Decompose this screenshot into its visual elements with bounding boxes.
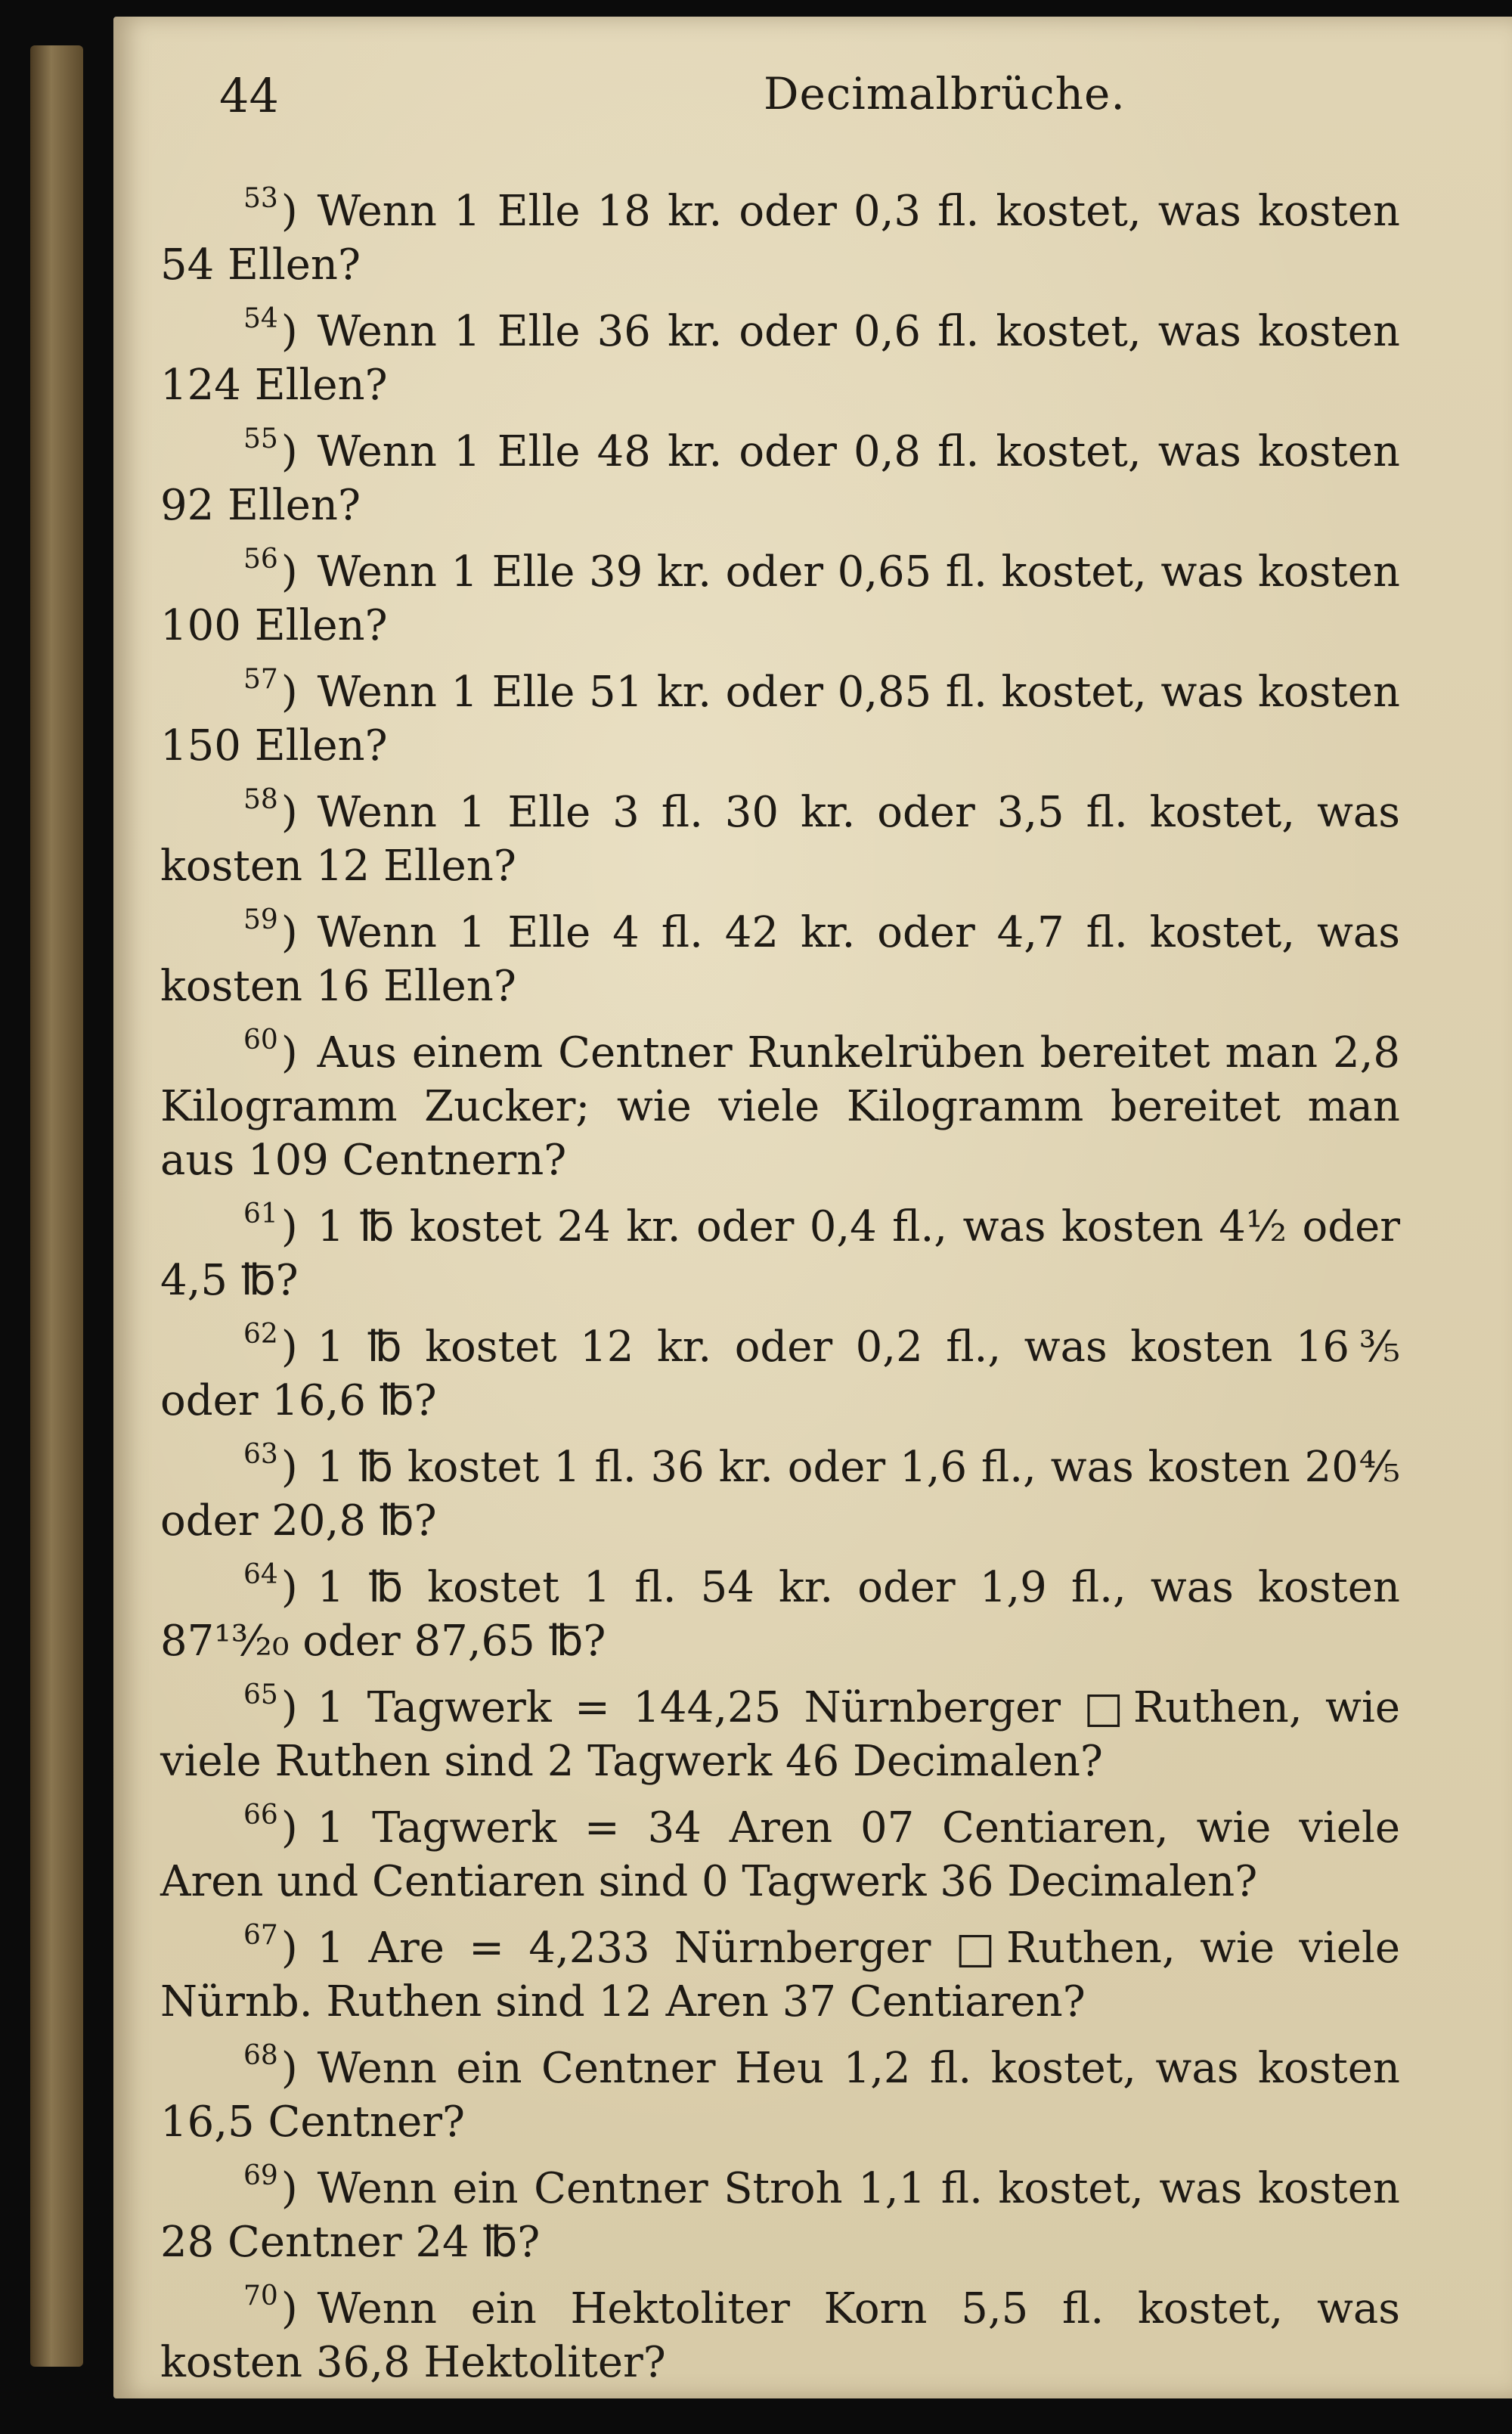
exercise-text: 1 Tagwerk = 144,25 Nürnberger □Ruthen, wie viele Ruthen sind 2 Tagwerk 46 Decimalen? [160, 1683, 1400, 1786]
exercise-number: 60 [243, 1025, 278, 1056]
exercise-number: 61 [243, 1198, 278, 1229]
exercise-number: 64 [243, 1559, 278, 1590]
exercise-text: Wenn ein Centner Stroh 1,1 fl. kostet, was kosten 28 Centner 24 ℔? [160, 2164, 1400, 2267]
exercise-item: $^{53}$) Wenn 1 Elle 18 kr. oder 0,3 fl. kostet, was kosten 54 Ellen? [160, 183, 1400, 290]
page-header [219, 60, 1429, 129]
exercise-number: 70 [243, 2281, 278, 2312]
exercise-item: $^{54}$) Wenn 1 Elle 36 kr. oder 0,6 fl. kostet, was kosten 124 Ellen? [160, 303, 1400, 410]
exercise-item: $^{63}$) 1 ℔ kostet 1 fl. 36 kr. oder 1,6 fl., was kosten 20⅘ oder 20,8 ℔? [160, 1439, 1400, 1546]
exercise-number: 57 [243, 664, 278, 695]
exercise-number: 68 [243, 2040, 278, 2071]
exercise-item: $^{69}$) Wenn ein Centner Stroh 1,1 fl. kostet, was kosten 28 Centner 24 ℔? [160, 2160, 1400, 2267]
exercise-text: Wenn ein Centner Heu 1,2 fl. kostet, was kosten 16,5 Centner? [160, 2044, 1400, 2147]
exercise-number: 59 [243, 904, 278, 935]
exercise-text: 1 ℔ kostet 24 kr. oder 0,4 fl., was kosten 4½ oder 4,5 ℔? [160, 1202, 1400, 1305]
exercise-text: 1 Are = 4,233 Nürnberger □Ruthen, wie viele Nürnb. Ruthen sind 12 Aren 37 Centiaren? [160, 1924, 1400, 2026]
exercise-list [160, 172, 1400, 2389]
exercise-item: $^{55}$) Wenn 1 Elle 48 kr. oder 0,8 fl. kostet, was kosten 92 Ellen? [160, 423, 1400, 530]
exercise-number: 62 [243, 1319, 278, 1350]
exercise-text: Wenn 1 Elle 39 kr. oder 0,65 fl. kostet, was kosten 100 Ellen? [160, 547, 1400, 650]
book-page [113, 17, 1512, 2398]
exercise-number: 54 [243, 303, 278, 334]
exercise-text: Wenn 1 Elle 36 kr. oder 0,6 fl. kostet, was kosten 124 Ellen? [160, 307, 1400, 410]
running-title: Decimalbrüche. [764, 68, 1126, 119]
exercise-item: $^{64}$) 1 ℔ kostet 1 fl. 54 kr. oder 1,9 fl., was kosten 87¹³⁄₂₀ oder 87,65 ℔? [160, 1559, 1400, 1666]
exercise-number: 66 [243, 1800, 278, 1831]
exercise-item: $^{67}$) 1 Are = 4,233 Nürnberger □Ruthen, wie viele Nürnb. Ruthen sind 12 Aren 37 Centiaren? [160, 1920, 1400, 2026]
exercise-text: Wenn 1 Elle 51 kr. oder 0,85 fl. kostet, was kosten 150 Ellen? [160, 668, 1400, 771]
exercise-number: 53 [243, 183, 278, 214]
exercise-number: 69 [243, 2160, 278, 2191]
book-edge [30, 45, 83, 2367]
exercise-item: $^{56}$) Wenn 1 Elle 39 kr. oder 0,65 fl. kostet, was kosten 100 Ellen? [160, 544, 1400, 650]
page-number: 44 [219, 68, 279, 123]
exercise-item: $^{60}$) Aus einem Centner Runkelrüben bereitet man 2,8 Kilogramm Zucker; wie viele Kilogramm bereitet man aus 109 Centnern? [160, 1025, 1400, 1185]
exercise-number: 65 [243, 1679, 278, 1710]
exercise-item: $^{62}$) 1 ℔ kostet 12 kr. oder 0,2 fl., was kosten 16⅗ oder 16,6 ℔? [160, 1319, 1400, 1425]
exercise-item: $^{68}$) Wenn ein Centner Heu 1,2 fl. kostet, was kosten 16,5 Centner? [160, 2040, 1400, 2147]
exercise-number: 63 [243, 1439, 278, 1470]
exercise-number: 56 [243, 544, 278, 575]
exercise-item: $^{59}$) Wenn 1 Elle 4 fl. 42 kr. oder 4,7 fl. kostet, was kosten 16 Ellen? [160, 904, 1400, 1011]
exercise-text: 1 Tagwerk = 34 Aren 07 Centiaren, wie viele Aren und Centiaren sind 0 Tagwerk 36 Decimalen? [160, 1803, 1400, 1906]
exercise-item: $^{66}$) 1 Tagwerk = 34 Aren 07 Centiaren, wie viele Aren und Centiaren sind 0 Tagwerk 36 Decimalen? [160, 1800, 1400, 1906]
exercise-item: $^{58}$) Wenn 1 Elle 3 fl. 30 kr. oder 3,5 fl. kostet, was kosten 12 Ellen? [160, 784, 1400, 891]
exercise-number: 58 [243, 784, 278, 815]
exercise-item: $^{70}$) Wenn ein Hektoliter Korn 5,5 fl. kostet, was kosten 36,8 Hektoliter? [160, 2281, 1400, 2387]
exercise-item: $^{65}$) 1 Tagwerk = 144,25 Nürnberger □Ruthen, wie viele Ruthen sind 2 Tagwerk 46 Decimalen? [160, 1679, 1400, 1786]
exercise-item: $^{57}$) Wenn 1 Elle 51 kr. oder 0,85 fl. kostet, was kosten 150 Ellen? [160, 664, 1400, 771]
exercise-item: $^{61}$) 1 ℔ kostet 24 kr. oder 0,4 fl., was kosten 4½ oder 4,5 ℔? [160, 1198, 1400, 1305]
exercise-text: Wenn 1 Elle 48 kr. oder 0,8 fl. kostet, was kosten 92 Ellen? [160, 427, 1400, 530]
exercise-number: 55 [243, 423, 278, 454]
exercise-text: Wenn 1 Elle 18 kr. oder 0,3 fl. kostet, was kosten 54 Ellen? [160, 187, 1400, 290]
exercise-text: Wenn 1 Elle 3 fl. 30 kr. oder 3,5 fl. kostet, was kosten 12 Ellen? [160, 788, 1400, 891]
exercise-number: 67 [243, 1920, 278, 1951]
exercise-text: 1 ℔ kostet 1 fl. 54 kr. oder 1,9 fl., was kosten 87¹³⁄₂₀ oder 87,65 ℔? [160, 1563, 1400, 1666]
exercise-text: 1 ℔ kostet 12 kr. oder 0,2 fl., was kosten 16⅗ oder 16,6 ℔? [160, 1322, 1400, 1425]
exercise-text: Wenn 1 Elle 4 fl. 42 kr. oder 4,7 fl. kostet, was kosten 16 Ellen? [160, 908, 1400, 1011]
exercise-text: 1 ℔ kostet 1 fl. 36 kr. oder 1,6 fl., was kosten 20⅘ oder 20,8 ℔? [160, 1443, 1400, 1546]
exercise-text: Wenn ein Hektoliter Korn 5,5 fl. kostet, was kosten 36,8 Hektoliter? [160, 2284, 1400, 2387]
exercise-text: Aus einem Centner Runkelrüben bereitet man 2,8 Kilogramm Zucker; wie viele Kilogramm bereitet man aus 109 Centnern? [160, 1028, 1400, 1185]
